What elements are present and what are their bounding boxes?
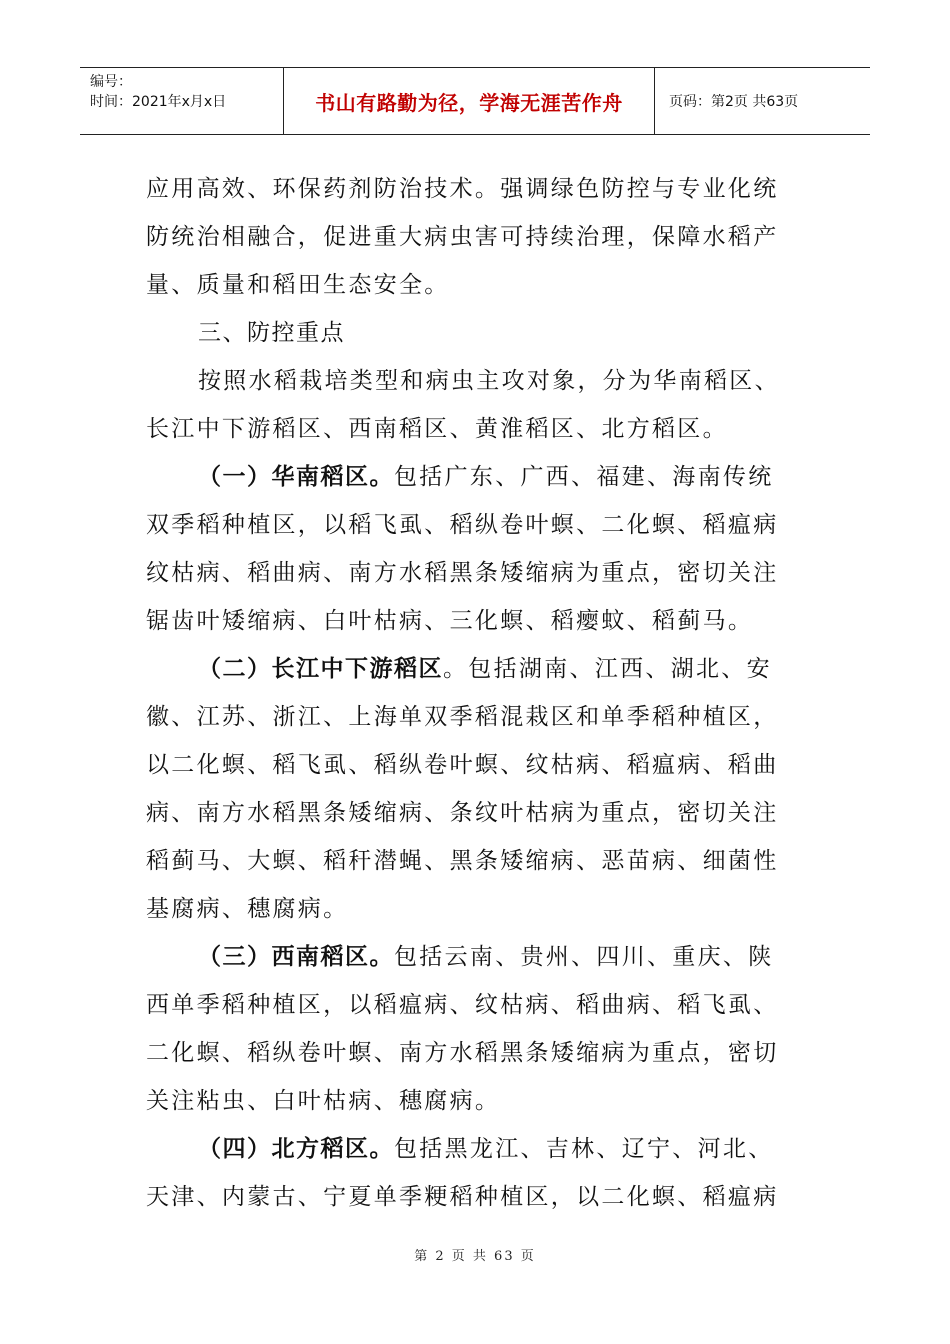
subsection-text: 包括云南、贵州、四川、重庆、陕 [394,944,774,970]
header-motto: 书山有路勤为径，学海无涯苦作舟 [283,68,655,134]
paragraph-line: 量、质量和稻田生态安全。 [146,272,450,298]
page-footer: 第 2 页 共 63 页 [414,1249,536,1264]
subsection-text: 。包括湖南、江西、湖北、安 [443,656,772,682]
paragraph-line: 应用高效、环保药剂防治技术。强调绿色防控与专业化统 [146,176,779,202]
header-meta [80,68,283,134]
document-body [146,165,810,1221]
paragraph-line: 二化螟、稻纵卷叶螟、南方水稻黑条矮缩病为重点，密切 [146,1040,779,1066]
subsection-title: （三）西南稻区。 [198,944,394,970]
subsection-title: （四）北方稻区。 [198,1136,394,1162]
paragraph-line: 以二化螟、稻飞虱、稻纵卷叶螟、纹枯病、稻瘟病、稻曲 [146,752,779,778]
subsection-title: （一）华南稻区。 [198,464,394,490]
paragraph-line: 防统治相融合，促进重大病虫害可持续治理，保障水稻产 [146,224,779,250]
paragraph-line: 天津、内蒙古、宁夏单季粳稻种植区，以二化螟、稻瘟病 [146,1184,779,1210]
paragraph-line: 徽、江苏、浙江、上海单双季稻混栽区和单季稻种植区， [146,704,779,730]
subsection-first-line [146,453,810,501]
section-heading: 三、防控重点 [198,320,345,346]
paragraph-line: 锯齿叶矮缩病、白叶枯病、三化螟、稻瘿蚊、稻蓟马。 [146,608,754,634]
paragraph-line: 关注粘虫、白叶枯病、穗腐病。 [146,1088,501,1114]
paragraph-line: 西单季稻种植区，以稻瘟病、纹枯病、稻曲病、稻飞虱、 [146,992,779,1018]
subsection-first-line [146,1125,810,1173]
header-page-info: 页码：第2页 共63页 [669,94,799,110]
paragraph-line: 按照水稻栽培类型和病虫主攻对象，分为华南稻区、 [198,368,780,394]
subsection-text: 包括黑龙江、吉林、辽宁、河北、 [394,1136,774,1162]
subsection-first-line [146,645,810,693]
header-number-label: 编号： [90,74,132,90]
paragraph-line: 双季稻种植区，以稻飞虱、稻纵卷叶螟、二化螟、稻瘟病 [146,512,779,538]
subsection-first-line [146,933,810,981]
header-time-label: 时间：2021年x月x日 [90,94,227,110]
paragraph-line: 长江中下游稻区、西南稻区、黄淮稻区、北方稻区。 [146,416,728,442]
paragraph-line: 纹枯病、稻曲病、南方水稻黑条矮缩病为重点，密切关注 [146,560,779,586]
paragraph-line: 稻蓟马、大螟、稻秆潜蝇、黑条矮缩病、恶苗病、细菌性 [146,848,779,874]
paragraph-line: 基腐病、穗腐病。 [146,896,349,922]
page-header [80,67,870,135]
subsection-text: 包括广东、广西、福建、海南传统 [394,464,774,490]
paragraph-line: 病、南方水稻黑条矮缩病、条纹叶枯病为重点，密切关注 [146,800,779,826]
subsection-title: （二）长江中下游稻区 [198,656,443,682]
